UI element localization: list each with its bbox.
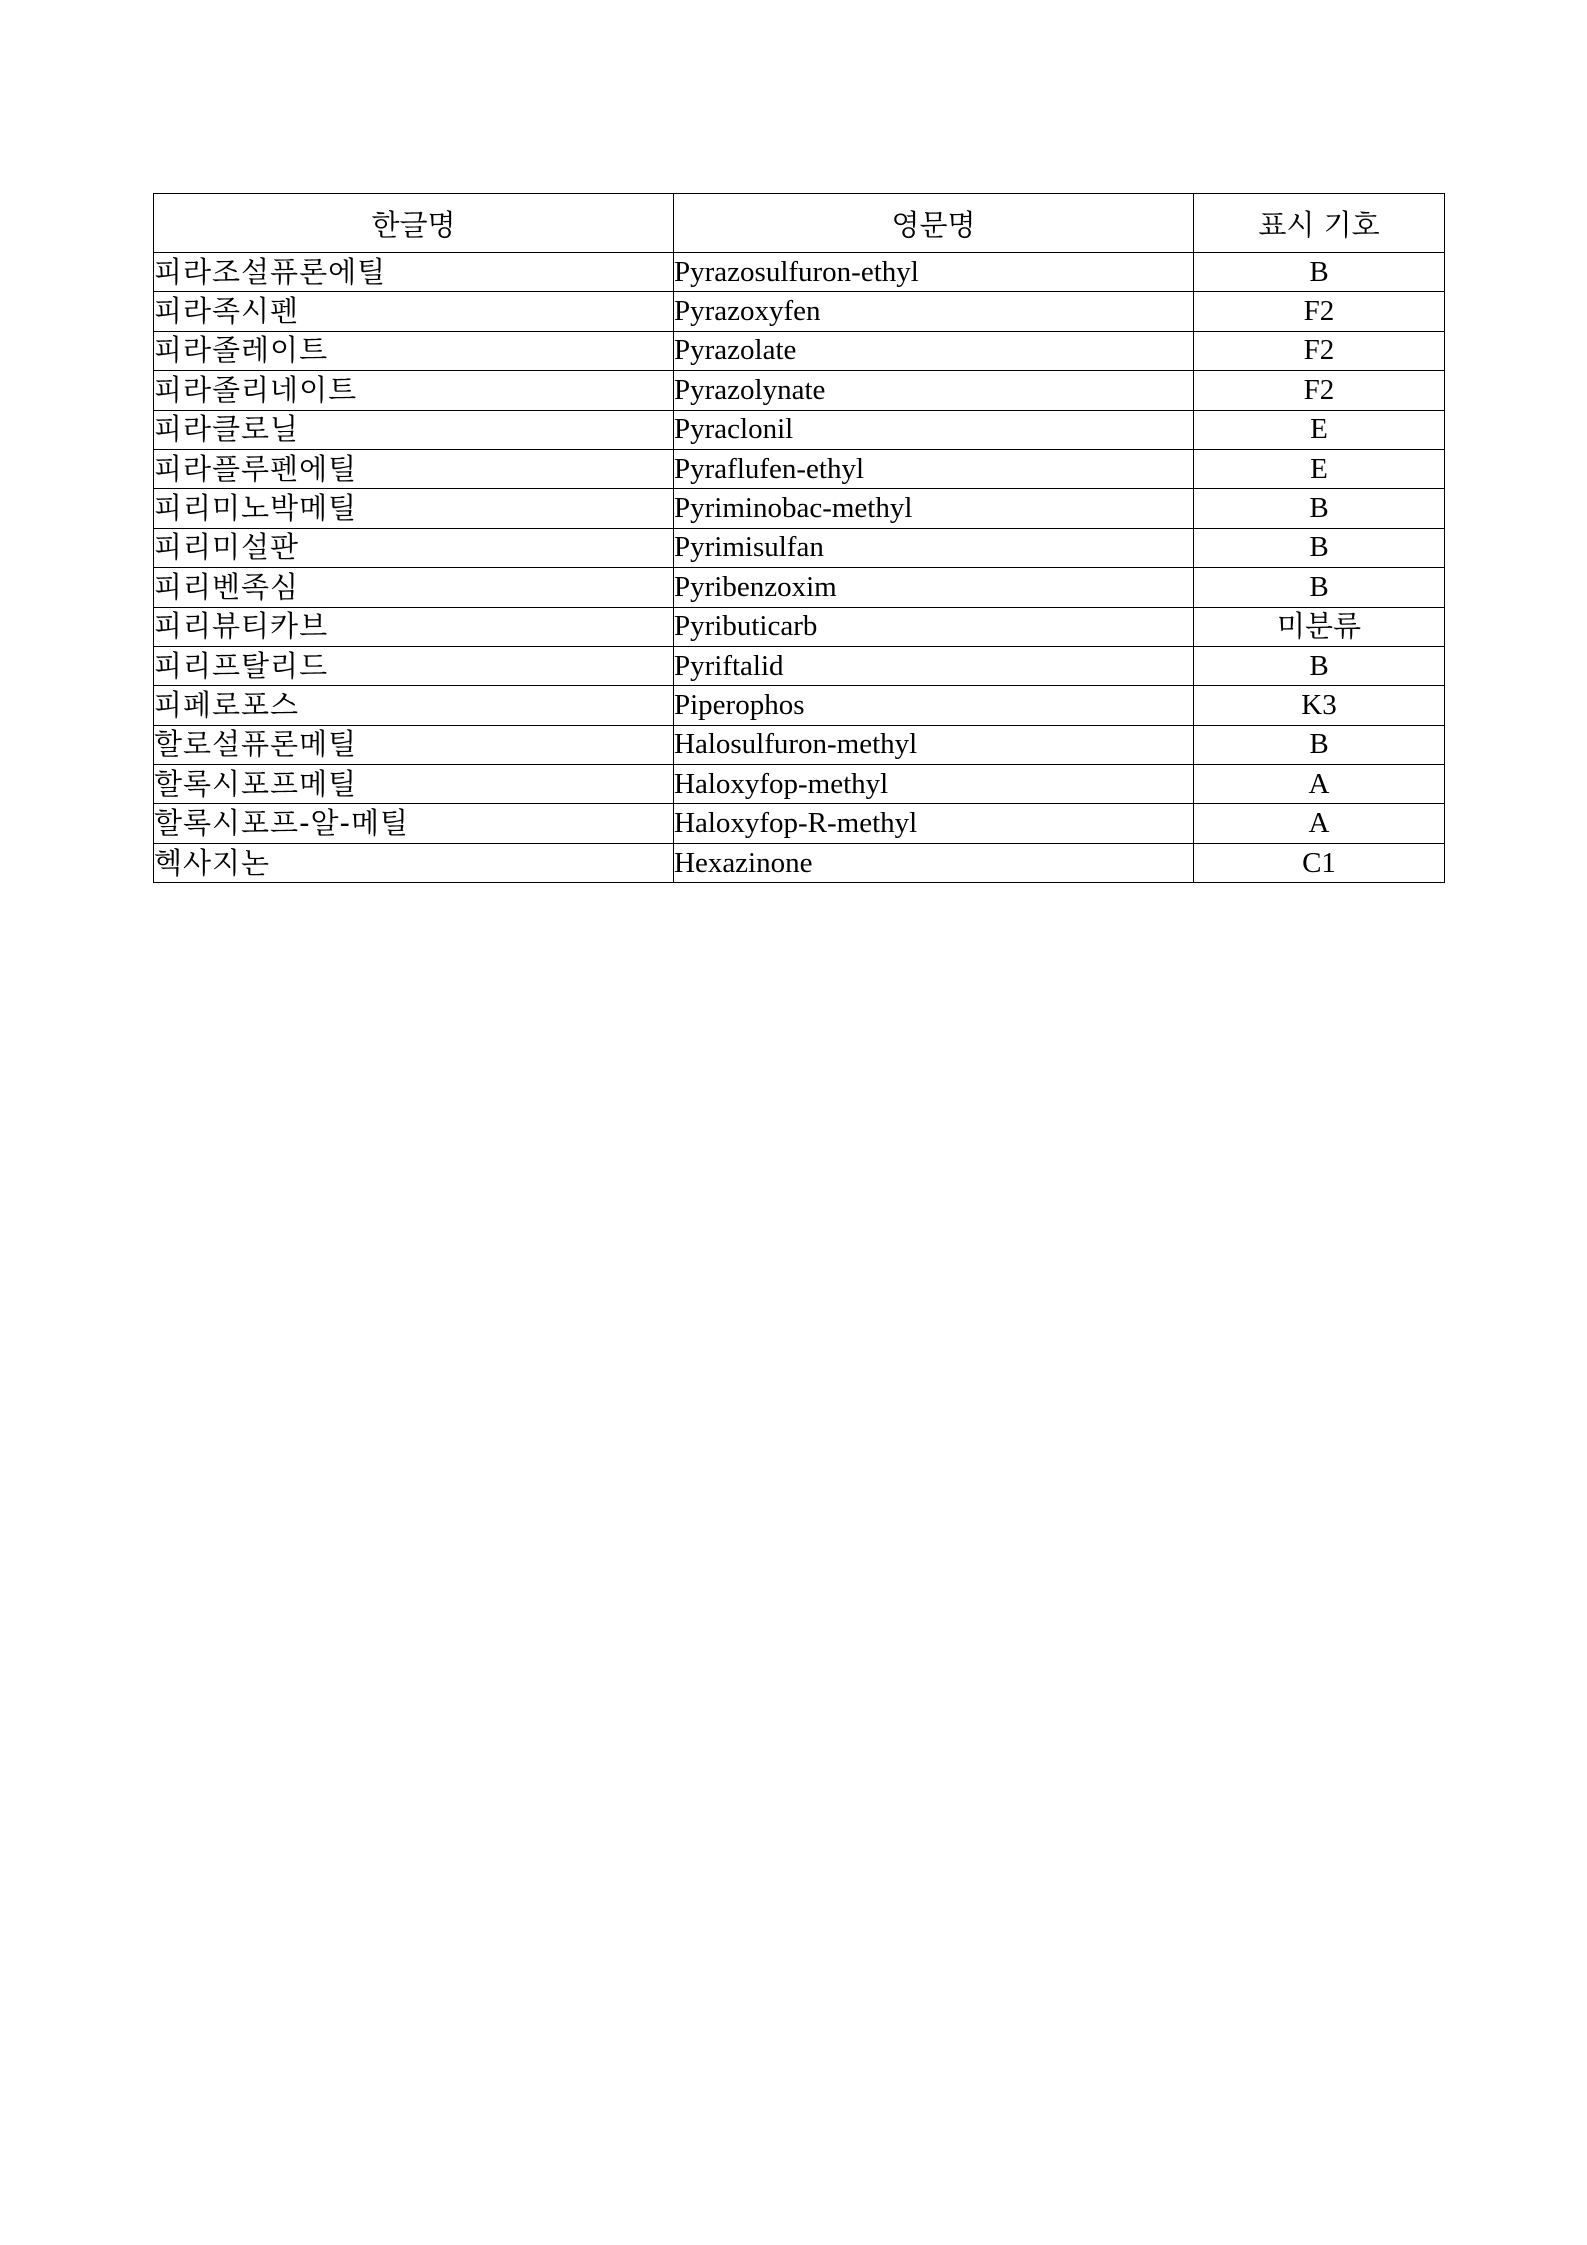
- cell-symbol: B: [1194, 725, 1445, 764]
- header-symbol: 표시 기호: [1194, 194, 1445, 253]
- cell-symbol: F2: [1194, 331, 1445, 370]
- table-row: [154, 489, 1445, 528]
- cell-symbol: A: [1194, 804, 1445, 843]
- cell-english-name: Hexazinone: [674, 843, 1194, 882]
- table-row: [154, 528, 1445, 567]
- cell-symbol: E: [1194, 410, 1445, 449]
- cell-english-name: Pyraflufen-ethyl: [674, 449, 1194, 488]
- table-row: [154, 686, 1445, 725]
- table-row: [154, 371, 1445, 410]
- cell-english-name: Pyraclonil: [674, 410, 1194, 449]
- cell-korean-name: 피리미설판: [154, 528, 674, 567]
- cell-symbol: 미분류: [1194, 607, 1445, 646]
- pesticide-symbol-table: [153, 193, 1445, 883]
- cell-english-name: Halosulfuron-methyl: [674, 725, 1194, 764]
- cell-english-name: Haloxyfop-methyl: [674, 765, 1194, 804]
- cell-korean-name: 피리뷰티카브: [154, 607, 674, 646]
- table-row: [154, 804, 1445, 843]
- cell-korean-name: 피라졸리네이트: [154, 371, 674, 410]
- cell-english-name: Pyrazolynate: [674, 371, 1194, 410]
- table-row: [154, 410, 1445, 449]
- cell-korean-name: 피라클로닐: [154, 410, 674, 449]
- cell-english-name: Pyrimisulfan: [674, 528, 1194, 567]
- cell-english-name: Pyrazosulfuron-ethyl: [674, 253, 1194, 292]
- cell-symbol: A: [1194, 765, 1445, 804]
- table-row: [154, 253, 1445, 292]
- cell-english-name: Pyributicarb: [674, 607, 1194, 646]
- table-row: [154, 292, 1445, 331]
- cell-korean-name: 피라졸레이트: [154, 331, 674, 370]
- cell-korean-name: 피라족시펜: [154, 292, 674, 331]
- table-row: [154, 607, 1445, 646]
- header-korean-name: 한글명: [154, 194, 674, 253]
- table-row: [154, 843, 1445, 882]
- table-header-row: [154, 194, 1445, 253]
- cell-english-name: Pyriftalid: [674, 646, 1194, 685]
- cell-symbol: F2: [1194, 371, 1445, 410]
- header-english-name: 영문명: [674, 194, 1194, 253]
- cell-korean-name: 피리프탈리드: [154, 646, 674, 685]
- cell-korean-name: 피리미노박메틸: [154, 489, 674, 528]
- table-row: [154, 331, 1445, 370]
- cell-korean-name: 피라플루펜에틸: [154, 449, 674, 488]
- table-row: [154, 568, 1445, 607]
- cell-symbol: B: [1194, 489, 1445, 528]
- cell-korean-name: 할록시포프-알-메틸: [154, 804, 674, 843]
- cell-symbol: C1: [1194, 843, 1445, 882]
- cell-korean-name: 피페로포스: [154, 686, 674, 725]
- cell-korean-name: 헥사지논: [154, 843, 674, 882]
- cell-english-name: Haloxyfop-R-methyl: [674, 804, 1194, 843]
- cell-english-name: Pyrazoxyfen: [674, 292, 1194, 331]
- cell-korean-name: 피리벤족심: [154, 568, 674, 607]
- cell-english-name: Pyriminobac-methyl: [674, 489, 1194, 528]
- cell-english-name: Piperophos: [674, 686, 1194, 725]
- cell-symbol: B: [1194, 528, 1445, 567]
- table-row: [154, 449, 1445, 488]
- cell-english-name: Pyribenzoxim: [674, 568, 1194, 607]
- table-body: [154, 253, 1445, 883]
- cell-korean-name: 할로설퓨론메틸: [154, 725, 674, 764]
- table-row: [154, 646, 1445, 685]
- cell-symbol: K3: [1194, 686, 1445, 725]
- cell-korean-name: 할록시포프메틸: [154, 765, 674, 804]
- cell-symbol: E: [1194, 449, 1445, 488]
- cell-korean-name: 피라조설퓨론에틸: [154, 253, 674, 292]
- table-row: [154, 725, 1445, 764]
- cell-symbol: B: [1194, 253, 1445, 292]
- cell-symbol: B: [1194, 646, 1445, 685]
- cell-english-name: Pyrazolate: [674, 331, 1194, 370]
- table-row: [154, 765, 1445, 804]
- cell-symbol: F2: [1194, 292, 1445, 331]
- cell-symbol: B: [1194, 568, 1445, 607]
